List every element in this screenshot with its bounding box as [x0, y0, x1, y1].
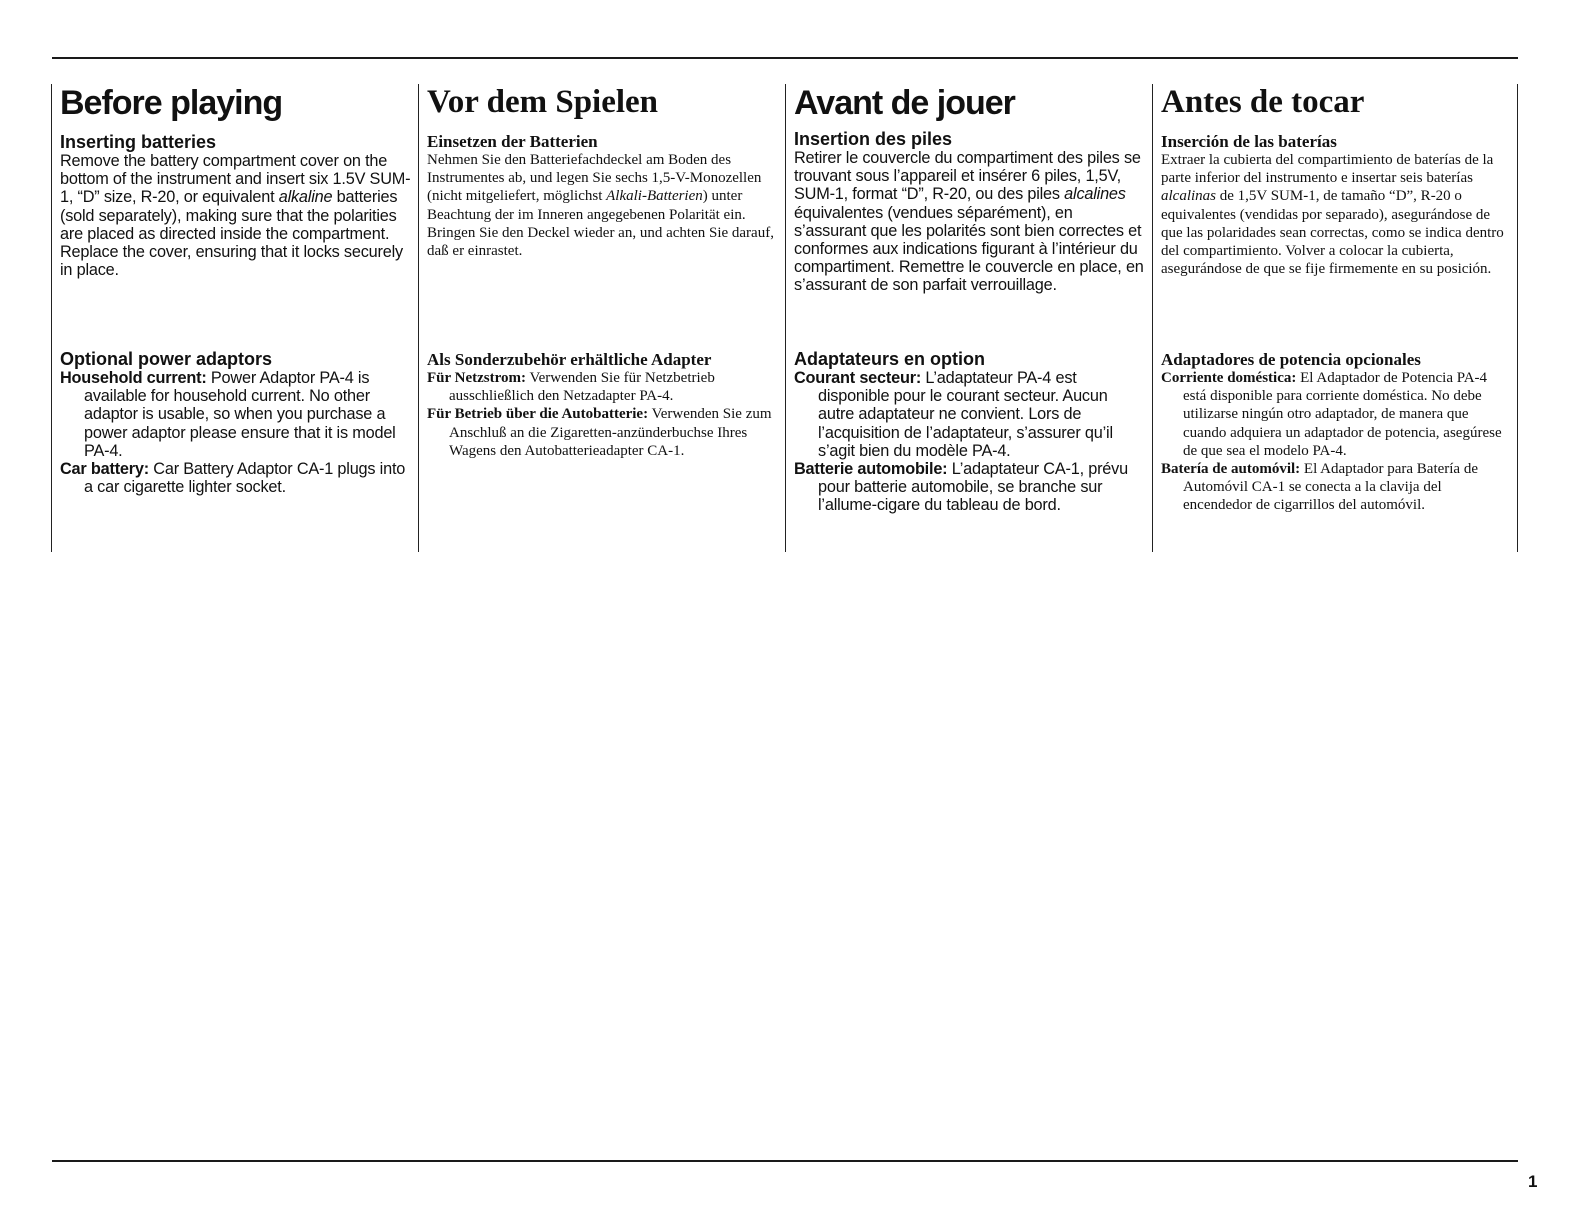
- section-title: Antes de tocar: [1161, 84, 1365, 120]
- column-spanish: [1152, 84, 1518, 552]
- subheading-adaptors: Adaptadores de potencia opcionales: [1161, 350, 1421, 369]
- list-item: Courant secteur: L’adaptateur PA-4 est disponible pour le courant secteur. Aucun autre adaptateur ne convient. Lors de l’acquisition de l’adaptateur, s’assurer qu’il s’agit bien du modèle PA-4.: [794, 369, 1113, 460]
- paragraph-batteries: Remove the battery compartment cover on the bottom of the instrument and insert six 1.5V SUM-1, “D” size, R-20, or equivalent alkaline batteries (sold separately), making sure that the polarities are placed as directed inside the compartment. Replace the cover, ensuring that it locks securely in place.: [60, 152, 411, 280]
- page-number: 1: [1528, 1172, 1538, 1191]
- column-french: [785, 84, 1151, 552]
- section-title: Vor dem Spielen: [427, 84, 659, 120]
- adaptors-section: [427, 350, 778, 460]
- section-title: Avant de jouer: [794, 84, 1015, 122]
- subheading-batteries: Inserción de las baterías: [1161, 132, 1337, 151]
- subheading-adaptors: Adaptateurs en option: [794, 349, 986, 369]
- adaptors-section: [1161, 350, 1511, 515]
- list-item: Batería de automóvil: El Adaptador para Batería de Automóvil CA-1 se conecta a la clavija del encendedor de cigarrillos del automóvil.: [1161, 461, 1478, 514]
- adaptors-section: [60, 350, 411, 496]
- top-rule: [52, 57, 1518, 59]
- list-item: Car battery: Car Battery Adaptor CA-1 plugs into a car cigarette lighter socket.: [60, 460, 406, 497]
- paragraph-batteries: Extraer la cubierta del compartimiento de baterías de la parte inferior del instrumento e insertar seis baterías alcalinas de 1,5V SUM-1, de tamaño “D”, R-20 o equivalentes (vendidas por separado), asegurándose de que las polaridades sean correctas, como se indica dentro del compartimiento. Volver a colocar la cubierta, asegurándose de que se fije firmemente en su posición.: [1161, 152, 1504, 278]
- list-item: Household current: Power Adaptor PA-4 is available for household current. No other adaptor is usable, so when you purchase a power adaptor please ensure that it is model PA-4.: [60, 369, 396, 460]
- paragraph-batteries: Nehmen Sie den Batteriefachdeckel am Boden des Instrumentes ab, und legen Sie sechs 1,5-V-Monozellen (nicht mitgeliefert, möglichst Alkali-Batterien) unter Beachtung der im Inneren angegebenen Polarität ein. Bringen Sie den Deckel wieder an, und achten Sie darauf, daß er einrastet.: [427, 152, 774, 260]
- paragraph-batteries: Retirer le couvercle du compartiment des piles se trouvant sous l’appareil et insérer 6 piles, 1,5V, SUM-1, format “D”, R-20, ou des piles alcalines équivalentes (vendues séparément), en s’assurant que les polarités sont bien correctes et conformes aux indications figurant à l’intérieur du compartiment. Remettre le couvercle en place, en s’assurant de son parfait verrouillage.: [794, 149, 1144, 295]
- list-item: Batterie automobile: L’adaptateur CA-1, prévu pour batterie automobile, se branche sur l’allume-cigare du tableau de bord.: [794, 460, 1128, 515]
- adaptors-section: [794, 350, 1145, 515]
- column-german: [418, 84, 784, 552]
- list-item: Für Netzstrom: Verwenden Sie für Netzbetrieb ausschließlich den Netzadapter PA-4.: [427, 370, 715, 405]
- subheading-adaptors: Als Sonderzubehör erhältliche Adapter: [427, 350, 712, 369]
- subheading-batteries: Insertion des piles: [794, 129, 953, 149]
- list-item: Für Betrieb über die Autobatterie: Verwenden Sie zum Anschluß an die Zigaretten-anzünderbuchse Ihres Wagens den Autobatterieadapter CA-1.: [427, 406, 772, 459]
- subheading-batteries: Einsetzen der Batterien: [427, 132, 598, 151]
- section-title: Before playing: [60, 84, 283, 122]
- column-english: [51, 84, 417, 552]
- list-item: Corriente doméstica: El Adaptador de Potencia PA-4 está disponible para corriente doméstica. No debe utilizarse ningún otro adaptador, de manera que cuando adquiera un adaptador de potencia, asegúrese de que sea el modelo PA-4.: [1161, 370, 1502, 459]
- bottom-rule: [52, 1160, 1518, 1162]
- subheading-batteries: Inserting batteries: [60, 132, 217, 152]
- subheading-adaptors: Optional power adaptors: [60, 349, 273, 369]
